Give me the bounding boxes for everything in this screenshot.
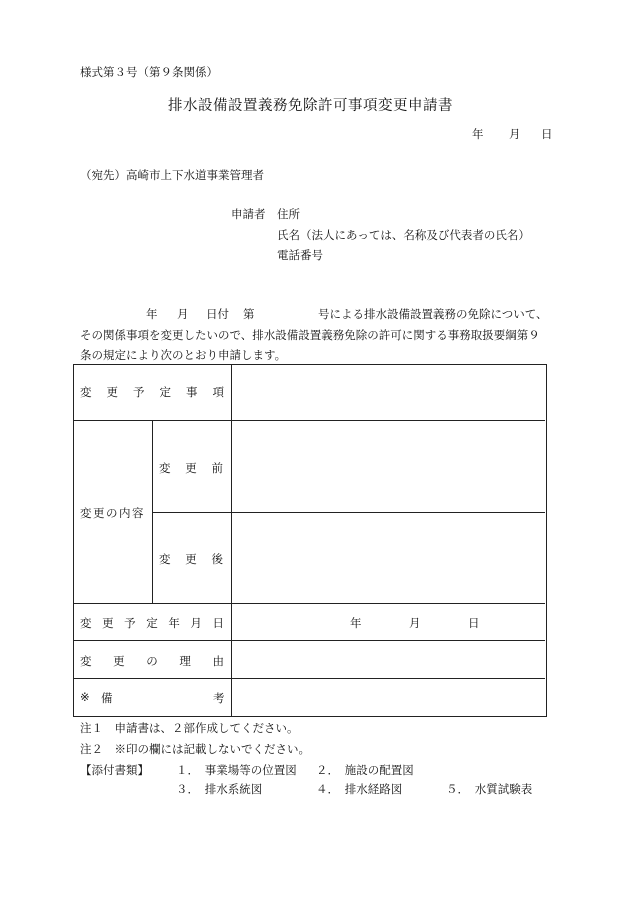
attachments-label: 【添付書類】 [80,763,149,777]
note-2: 注２ ※印の欄には記載しないでください。 [80,742,310,756]
intro-month: 月 [177,307,189,321]
intro-line3: 条の規定により次のとおり申請します。 [80,348,287,362]
address-label: 住所 [277,207,300,221]
table-rule [73,420,545,421]
table-rule [231,364,232,716]
intro-year: 年 [146,307,158,321]
addressee: （宛先）高崎市上下水道事業管理者 [80,168,264,182]
name-label: 氏名（法人にあっては、名称及び代表者の氏名） [277,228,530,242]
intro-number-prefix: 第 [243,307,255,321]
date-year-label: 年 [472,127,484,141]
intro-line1: 号による排水設備設置義務の免除について、 [318,307,548,321]
table-rule [73,603,545,604]
attachment-item: ２． 施設の配置図 [316,763,414,777]
table-rule [152,420,153,603]
planned-date-month: 月 [409,616,421,630]
applicant-label: 申請者 [231,207,266,221]
planned-date-day: 日 [468,616,480,630]
attachment-item: ４． 排水経路図 [316,782,403,796]
phone-label: 電話番号 [277,248,323,262]
planned-date-year: 年 [350,616,362,630]
attachment-item: １． 事業場等の位置図 [176,763,297,777]
intro-day: 日付 [206,307,229,321]
table-rule [73,640,545,641]
table-rule [152,512,545,513]
planned-date-label: 変 更 予 定 年 月 日 [80,616,224,630]
date-day-label: 日 [541,127,553,141]
intro-line2: その関係事項を変更したいので、排水設備設置義務免除の許可に関する事務取扱要綱第９ [80,328,540,342]
reason-label: 変 更 の 理 由 [80,654,224,668]
before-label: 変 更 前 [159,461,223,475]
attachment-item: ３． 排水系統図 [176,782,263,796]
change-content-label: 変更の内容 [80,506,145,520]
table-rule [73,678,545,679]
page-title: 排水設備設置義務免除許可事項変更申請書 [168,98,453,114]
planned-change-label: 変 更 予 定 事 項 [80,385,224,399]
attachment-item: ５． 水質試験表 [446,782,533,796]
note-1: 注１ 申請書は、２部作成してください。 [80,721,299,735]
date-month-label: 月 [509,127,521,141]
form-number: 様式第３号（第９条関係） [80,65,218,79]
after-label: 変 更 後 [159,552,223,566]
